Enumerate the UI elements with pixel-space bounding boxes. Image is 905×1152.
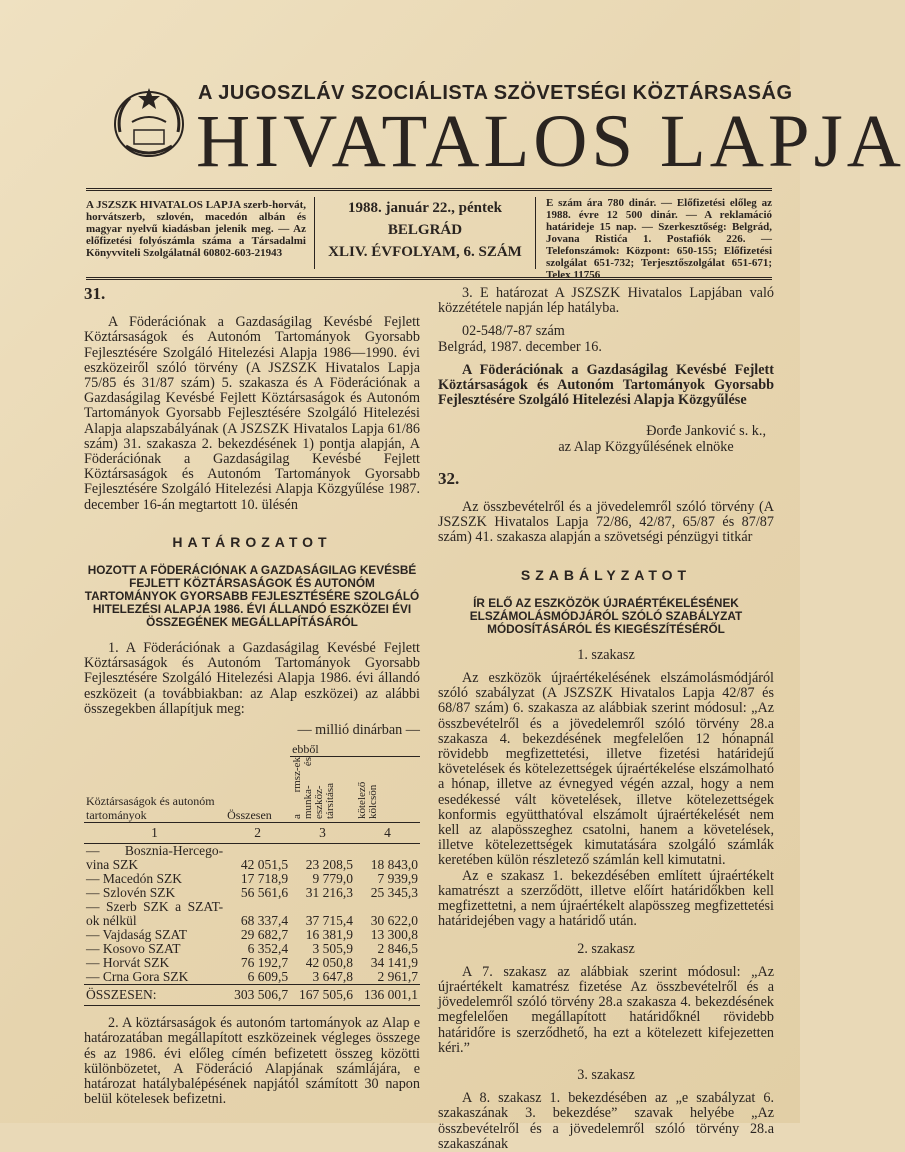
col-region: Köztársaságok és autonóm tartományok <box>86 794 215 823</box>
row-total: 6 352,4 <box>247 941 289 957</box>
decision-date: Belgrád, 1987. december 16. <box>438 338 602 355</box>
act-heading: HATÁROZATOT <box>172 533 332 550</box>
row-total: 29 682,7 <box>240 927 289 943</box>
row-b: 7 939,9 <box>377 871 418 887</box>
section-text: Az e szakasz 1. bekezdésében említett újraértékelt kamatrészt a szerződött, illetve előírt határidőkben kell megfizettetni, a nem újraértékelt alapösszeg megfizettetési határidejében vagy a határidő után. <box>438 867 774 930</box>
row-name: — Crna Gora SZK <box>86 969 189 985</box>
row-name: — Szlovén SZK <box>86 885 176 901</box>
paragraph-1: 1. A Föderációnak a Gazdaságilag Kevésbé Fejlett Köztársaságok és Autonóm Tartományok Gyorsabb Fejlesztésére Szolgáló Hitelezési Alapja 1986. évi állandó eszközeit (a továbbiakban: az Alap eszközei) az alábbi összegekben állapítjuk meg: <box>84 640 420 717</box>
issuing-body: A Föderációnak a Gazdaságilag Kevésbé Fejlett Köztársaságok és Autonóm Tartományok Gyorsabb Fejlesztésére Szolgáló Hitelezési Alapja Közgyűlése <box>438 361 774 409</box>
masthead <box>0 0 905 183</box>
issue-place: BELGRÁD <box>387 222 463 238</box>
col-ebbol: ebből <box>290 742 420 757</box>
col-b: kötelező kölcsön <box>356 782 380 820</box>
issue-info <box>314 197 536 269</box>
row-b: 2 846,5 <box>377 941 418 957</box>
row-b: 25 345,3 <box>370 885 418 901</box>
section-title: 2. szakasz <box>577 940 635 957</box>
row-b: 34 141,9 <box>370 955 418 971</box>
row-a: 9 779,0 <box>312 871 354 887</box>
act-subheading: ÍR ELŐ AZ ESZKÖZÖK ÚJRAÉRTÉKELÉSÉNEK ELSZÁMOLÁSMÓDJÁRÓL SZÓLÓ SZABÁLYZAT MÓDOSÍTÁSÁRÓL ÉS KIEGÉSZÍTÉSÉRŐL <box>469 595 743 636</box>
paragraph-2: 2. A köztársaságok és autonóm tartományok az Alap e határozatában megállapított eszközeinek végleges összege és az 1986. évi előleg címén befizetett összeg közötti különbözetet, A Föderáció Alapjának számlájára, e határozat hatálybalépésének napjától számított 30 napon belül kötelesek befizetni. <box>84 1015 420 1108</box>
signer-name: Đorđe Janković s. k., <box>646 423 766 440</box>
row-name: — Bosznia-Hercego-vina SZK <box>86 843 224 873</box>
col-total: Összesen <box>227 808 272 823</box>
act-subheading: HOZOTT A FÖDERÁCIÓNAK A GAZDASÁGILAG KEVÉSBÉ FEJLETT KÖZTÁRSASÁGOK ÉS AUTONÓM TARTOMÁNYOK GYORSABB FEJLESZTÉSÉRE SZOLGÁLÓ HITELEZÉSI ALAPJA 1986. ÉVI ÁLLANDÓ ESZKÖZEI ÉVI ÖSSZEGÉNEK MEGÁLLAPÍTÁSÁRÓL <box>84 563 420 630</box>
row-a: 16 381,9 <box>305 927 354 943</box>
row-name: — Vajdaság SZAT <box>86 927 187 943</box>
preamble: A Föderációnak a Gazdaságilag Kevésbé Fejlett Köztársaságok és Autonóm Tartományok Gyorsabb Fejlesztésére Szolgáló Hitelezési Alapja 1986—1990. évi eszközeiről szóló törvény (A JSZSZK Hivatalos Lapja 75/85 és 31/87 szám) 5. szakasza és A Föderációnak a Gazdaságilag Kevésbé Fejlett Köztársaságok és Autonóm Tartományok Gyorsabb Fejlesztésére Szolgáló Hitelezési Alapja alapszabályának (A JSZSZK Hivatalos Lapja 61/86 szám) 31. szakasza 2. bekezdésének 1) pontja alapján, A Föderációnak a Gazdaságilag Kevésbé Fejlett Köztársaságok és Autonóm Tartományok Gyorsabb Fejlesztésére Szolgáló Hitelezési Alapja Közgyűlése 1987. december 16-án megtartott 10. ülésén <box>84 314 420 513</box>
table-row <box>84 942 420 956</box>
state-emblem-icon <box>108 82 190 160</box>
issue-volume: XLIV. ÉVFOLYAM, 6. SZÁM <box>328 244 522 260</box>
row-a: 37 715,4 <box>305 913 354 929</box>
table-row <box>84 886 420 900</box>
table-row <box>84 900 420 928</box>
col-num: 2 <box>225 823 290 844</box>
row-total: 6 609,5 <box>247 969 289 985</box>
section-title: 1. szakasz <box>577 646 635 663</box>
column-numbers <box>84 823 420 844</box>
row-total: 76 192,7 <box>240 955 289 971</box>
table-row <box>84 844 420 873</box>
row-a: 42 050,8 <box>305 955 354 971</box>
act-number: 31. <box>84 284 106 303</box>
signer-role: az Alap Közgyűlésének elnöke <box>558 438 734 455</box>
republic-name: A JUGOSZLÁV SZOCIÁLISTA SZÖVETSÉGI KÖZTÁRSASÁG <box>198 82 793 104</box>
reference-number: 02-548/7-87 szám <box>462 323 565 340</box>
table-unit: — millió dinárban — <box>297 722 420 739</box>
row-b: 2 961,7 <box>377 969 418 985</box>
col-num: 4 <box>355 823 420 844</box>
total-row <box>84 985 420 1006</box>
paragraph-3: 3. E határozat A JSZSZK Hivatalos Lapjában való közzététele napján lép hatályba. <box>438 285 774 317</box>
row-b: 13 300,8 <box>370 927 418 943</box>
act-number: 32. <box>438 468 460 488</box>
section-text: Az eszközök újraértékelésének elszámolásmódjáról szóló szabályzat (A JSZSZK Hivatalos Lapja 42/87 és 68/87 szám) 6. szakasza az alábbiak szerint módosul: „Az összbevételről és a jövedelemről szóló törvény 28.a szakasza 4. bekezdésének megfelelően 12 hónapnál rövidebb megfizettetési, illetve fizetési határidejű követelések és kötelezettségek újraértékelése elszámolható a hónap, illetve az évnegyed végén azzal, hogy a nem esedékessé vált követelések, illetve kötelezettségek konformis együtthatóval elszámolt újraértékelését nem kell az alapösszeghez csatolni, hanem a követelések, illetve kötelezettségek kimutatására szolgáló számlák keretében külön részletező számlán kell kimutatni. <box>438 670 774 869</box>
publication-title: HIVATALOS LAPJA <box>196 100 905 183</box>
table-row <box>84 970 420 985</box>
total-label: ÖSSZESEN: <box>84 985 225 1006</box>
total-a: 167 505,6 <box>290 985 355 1006</box>
row-a: 23 208,5 <box>305 857 354 873</box>
col-num: 3 <box>290 823 355 844</box>
total-b: 136 001,1 <box>355 985 420 1006</box>
row-total: 42 051,5 <box>240 857 289 873</box>
section-title: 3. szakasz <box>577 1066 635 1083</box>
issue-date: 1988. január 22., péntek <box>348 200 502 216</box>
row-total: 56 561,6 <box>240 885 289 901</box>
row-b: 18 843,0 <box>370 857 418 873</box>
row-name: — Macedón SZK <box>86 871 182 887</box>
col-a: a rmsz-ek munka- és eszköz-társítása <box>291 757 337 820</box>
publication-info: A JSZSZK HIVATALOS LAPJA szerb-horvát, horvátszerb, szlovén, macedón albán és magyar nyelvű kiadásban jelenik meg. — Az előfizetési folyószámla száma a Társadalmi Könyvviteli Szolgálatnál 60802-603-21943 <box>86 199 306 259</box>
price-contact-info: E szám ára 780 dinár. — Előfizetési előleg az 1988. évre 12 500 dinár. — A reklamáció határideje 15 nap. — Szerkesztőség: Belgrád, Jovana Ristića 1. Postafiók 226. — Telefonszámok: Központ: 650-155; Előfizetési szolgálat 651-732; Terjesztőszolgálat 651-671; Telex 11756 <box>546 197 772 281</box>
total-sum: 303 506,7 <box>225 985 290 1006</box>
preamble: Az összbevételről és a jövedelemről szóló törvény (A JSZSZK Hivatalos Lapja 72/86, 42/87, 65/87 és 87/87 szám) 41. szakasza alapján a szövetségi pénzügyi titkár <box>438 499 774 546</box>
table-row <box>84 872 420 886</box>
assets-table <box>84 742 420 1006</box>
row-total: 68 337,4 <box>240 913 289 929</box>
row-b: 30 622,0 <box>370 913 418 929</box>
row-name: — Kosovo SZAT <box>86 941 181 957</box>
row-a: 3 647,8 <box>312 969 354 985</box>
row-name: — Horvát SZK <box>86 955 170 971</box>
left-column <box>84 286 420 1107</box>
table-row <box>84 956 420 970</box>
row-total: 17 718,9 <box>240 871 289 887</box>
row-name: — Szerb SZK a SZAT-ok nélkül <box>86 899 224 929</box>
section-text: A 7. szakasz az alábbiak szerint módosul: „Az újraértékelt kamatrész fizetése Az összbevételről és a jövedelemről szóló törvény 28.a szakasza 4. bekezdésének megfelelően megállapított határidőknél rövidebb határidőre is szerződhető, ha ezt a kötelezett kifejezetten kéri.” <box>438 963 774 1056</box>
act-heading: SZABÁLYZATOT <box>520 566 692 583</box>
col-num: 1 <box>84 823 225 844</box>
right-column <box>438 286 774 1152</box>
table-row <box>84 928 420 942</box>
row-a: 31 216,3 <box>305 885 354 901</box>
info-bar <box>86 188 772 280</box>
section-text: A 8. szakasz 1. bekezdésében az „e szabályzat 6. szakaszának 3. bekezdése” szavak helyébe „Az összbevételről és a jövedelemről szóló törvény 28.a szakaszának <box>438 1090 774 1152</box>
row-a: 3 505,9 <box>312 941 354 957</box>
